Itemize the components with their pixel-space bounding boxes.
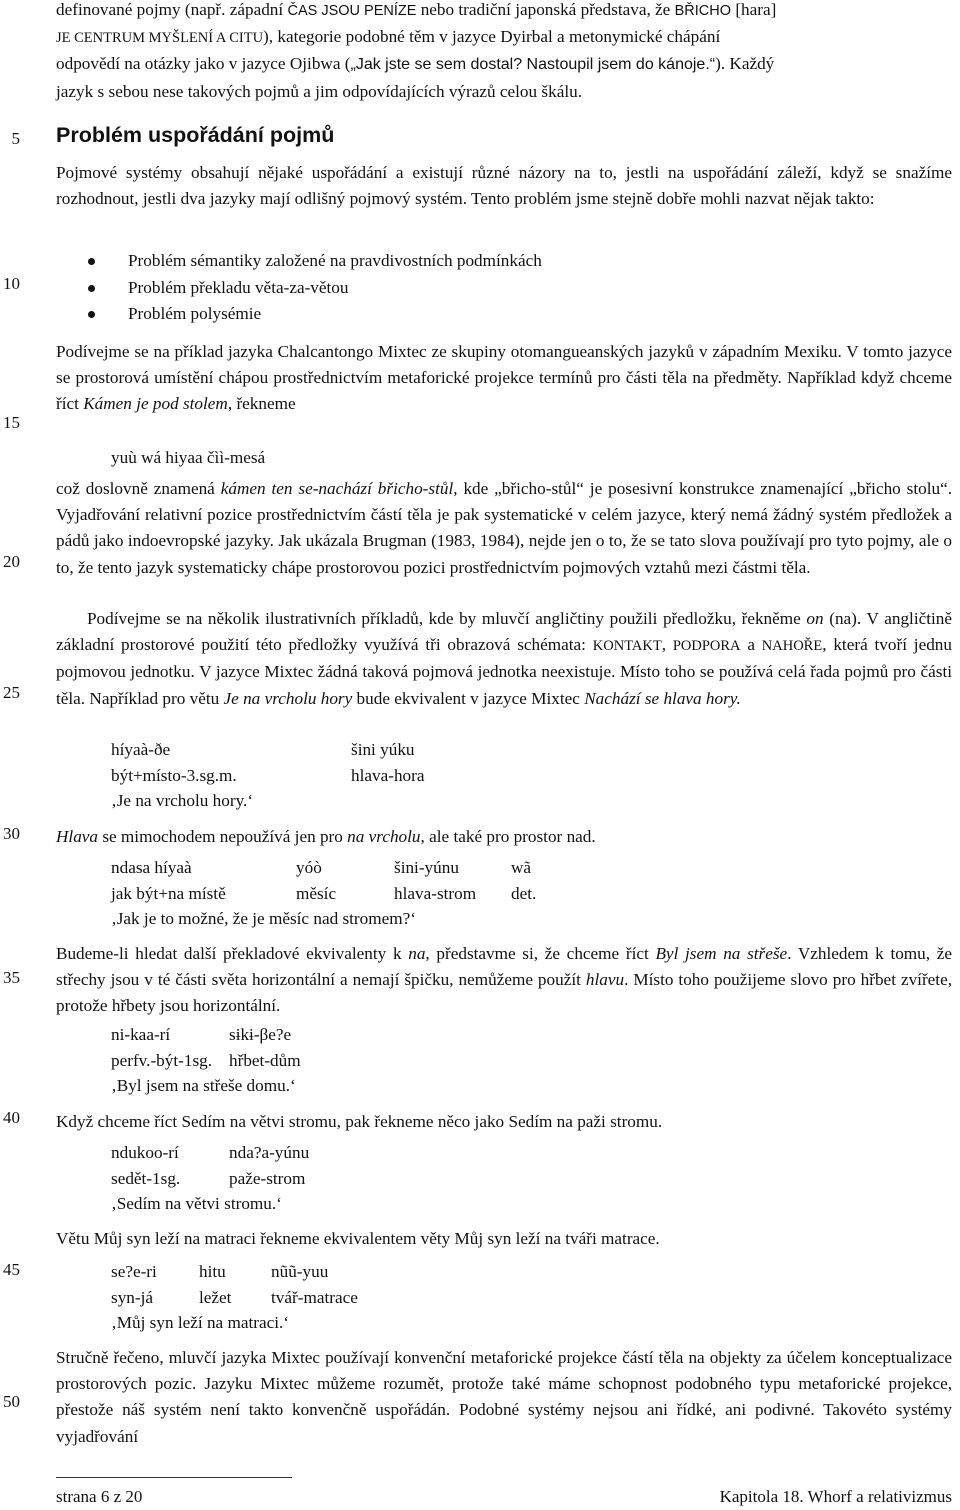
bullet-icon (88, 258, 95, 265)
example-italic: Hlava (56, 827, 99, 846)
gloss-word: jak být+na místě (111, 883, 226, 903)
ojibwa-quote: „Jak jste se sem dostal? Nastoupil jsem do kánoje.“ (350, 56, 716, 74)
paragraph-text: Podívejme se na příklad jazyka Chalcantongo Mixtec ze skupiny otomangueanských jazyků v západním Mexiku. V tomto jazyce se prostorová umístění chápou prostřednictvím metaforické projekce termínů pro části těla na předměty. Například když chceme říct (56, 342, 952, 414)
gloss-word: šini yúku (351, 740, 415, 759)
intro-text: ), kategorie podobné těm v jazyce Dyirbal a metonymické chápání (263, 27, 721, 47)
gloss-word: být+místo-3.sg.m. (111, 765, 237, 785)
line-number: 25 (3, 683, 20, 702)
gloss-word: nda?a-yúnu (229, 1143, 310, 1162)
example-italic: Byl jsem na střeše (655, 944, 788, 963)
paragraph (56, 476, 952, 581)
line-number: 40 (3, 1108, 20, 1127)
gloss-translation: ‚Sedím na větvi stromu.‘ (111, 1194, 282, 1213)
concept-small-caps: ČAS JSOU PENÍZE (287, 3, 417, 19)
concept-small-caps: BŘICHO (674, 3, 732, 19)
gloss-word: híyaà-ðe (111, 740, 171, 759)
gloss-word: hitu (199, 1262, 226, 1281)
schema-small-caps: KONTAKT (592, 638, 662, 655)
gloss-word: šini-yúnu (394, 858, 459, 877)
paragraph: Stručně řečeno, mluvčí jazyka Mixtec používají konvenční metaforické projekce částí těla na objekty za účelem konceptualizace prostorových pozic. Jazyku Mixtec můžeme rozumět, protože také máme schopnost podobného typu metaforické projekce, přestože náš systém není takto konvenčně uspořádán. Podobné systémy nejsou ani řídké, ani podivné. Takovéto systémy vyjadřování (56, 1348, 952, 1446)
gloss-word: se?e-ri (111, 1262, 157, 1281)
interlinear-gloss (111, 737, 424, 814)
chapter-title: Kapitola 18. Whorf a relativizmus (719, 1487, 952, 1506)
interlinear-gloss (111, 1022, 301, 1099)
interlinear-gloss (111, 1259, 358, 1336)
line-number: 50 (3, 1392, 20, 1411)
paragraph-text: , představme si, že chceme říct (425, 944, 656, 963)
paragraph-text: , (661, 635, 673, 655)
gloss-translation: ‚Můj syn leží na matraci.‘ (111, 1313, 290, 1332)
gloss-word: sedět-1sg. (111, 1168, 181, 1188)
footer-divider (56, 1477, 292, 1478)
example-sentence (111, 445, 265, 471)
paragraph: Když chceme říct Sedím na větvi stromu, pak řekneme něco jako Sedím na paži stromu. (56, 1112, 663, 1131)
gloss-word: perfv.-být-1sg. (111, 1050, 213, 1070)
bullet-list (88, 248, 542, 328)
paragraph (56, 941, 952, 1020)
intro-text: odpovědí na otázky jako v jazyce Ojibwa ( (56, 54, 351, 74)
paragraph (56, 339, 952, 418)
gloss-translation: ‚Byl jsem na střeše domu.‘ (111, 1076, 296, 1095)
line-number: 5 (11, 129, 20, 148)
bullet-icon (88, 285, 95, 292)
gloss-word: sɨkɨ-βe?e (229, 1025, 292, 1044)
paragraph-text: bude ekvivalent v jazyce Mixtec (352, 688, 585, 708)
gloss-word: wã (511, 858, 532, 877)
intro-text: jazyk s sebou nese takových pojmů a jim odpovídajících výrazů celou škálu. (56, 81, 582, 101)
example-italic: on (806, 609, 824, 628)
intro-text: ). Každý (715, 54, 775, 74)
gloss-word: det. (511, 883, 537, 903)
interlinear-gloss (111, 855, 536, 932)
list-item-text: Problém překladu věta-za-větou (128, 277, 349, 297)
line-number: 20 (3, 552, 20, 571)
intro-text: [hara] (731, 0, 777, 19)
gloss-word: ni-kaa-rí (111, 1025, 171, 1044)
gloss-word: hlava-strom (394, 883, 477, 903)
example-italic: Je na vrcholu hory (223, 688, 353, 708)
line-number: 30 (3, 824, 20, 843)
example-italic: kámen ten se-nachází břicho-stůl (220, 479, 454, 498)
example-italic: hlavu (585, 970, 625, 990)
gloss-word: nũũ-yuu (271, 1262, 329, 1281)
schema-small-caps: PODPORA (672, 638, 741, 655)
line-number: 35 (3, 968, 20, 987)
gloss-word: ndukoo-rí (111, 1143, 179, 1162)
paragraph-text: , kde „břicho-stůl“ je posesivní konstrukce znamenající „břicho stolu“. Vyjadřování relativní pozice prostřednictvím částí těla je pak systematické v celém jazyce, který nemá žádný systém předložek a pádů jako indoevropské jazyky. Jak ukázala Brugman (1983, 1984), nejde jen o to, že se tato slova používají pro tyto pojmy, ale o to, že tento jazyk systematicky chápe prostorovou pozici prostřednictvím pojmových vztahů mezi částmi těla. (56, 479, 953, 577)
example-italic: na vrcholu (347, 827, 421, 846)
example-italic: na (408, 944, 426, 963)
paragraph (56, 606, 952, 712)
paragraph: Větu Můj syn leží na matraci řekneme ekvivalentem věty Můj syn leží na tváři matrace. (56, 1229, 660, 1248)
gloss-word: hřbet-dům (229, 1050, 301, 1070)
section-heading: Problém uspořádání pojmů (56, 123, 335, 147)
paragraph-text: , řekneme (227, 394, 296, 414)
paragraph-text: (na). V angličtině základní prostorové použití této předložky využívá tři obrazová schémata: (56, 609, 952, 655)
gloss-translation: ‚Jak je to možné, že je měsíc nad stromem?‘ (111, 909, 416, 928)
gloss-word: tvář-matrace (271, 1287, 358, 1307)
example-italic: Nachází se hlava hory. (584, 688, 741, 708)
list-item-text: Problém polysémie (128, 304, 262, 323)
paragraph-text: a (740, 635, 762, 655)
page-number: strana 6 z 20 (56, 1487, 143, 1506)
gloss-line: yuù wá hiyaa čìì-mesá (111, 448, 266, 467)
gloss-translation: ‚Je na vrcholu hory.‘ (111, 791, 254, 810)
intro-text: nebo tradiční japonská představa, že (416, 0, 675, 19)
paragraph-text: , která tvoří jednu pojmovou jednotku. V jazyce Mixtec žádná taková pojmová jednotka neexistuje. Místo toho se používá celá řada pojmů pro části těla. Například pro větu (56, 635, 952, 708)
paragraph-text: což doslovně znamená (56, 479, 221, 498)
line-number: 10 (3, 274, 20, 293)
gloss-word: hlava-hora (351, 765, 425, 785)
gloss-word: paže-strom (229, 1168, 306, 1188)
list-item (88, 248, 542, 275)
paragraph: Pojmové systémy obsahují nějaké uspořádání a existují různé názory na to, jestli na uspořádání záleží, když se snažíme rozhodnout, jestli dva jazyky mají odlišný pojmový systém. Tento problém jsme stejně dobře mohli nazvat nějak takto: (56, 163, 952, 209)
paragraph (56, 824, 952, 850)
list-item (88, 275, 542, 302)
paragraph-text: , ale také pro prostor nad. (420, 827, 596, 846)
concept-small-caps: JE CENTRUM MYŠLENÍ A CITU (56, 30, 264, 47)
schema-small-caps: NAHOŘE (761, 638, 823, 655)
interlinear-gloss (111, 1140, 309, 1217)
line-number: 45 (3, 1260, 20, 1279)
gloss-word: měsíc (296, 883, 337, 903)
gloss-word: ležet (199, 1287, 232, 1307)
paragraph-text: Budeme-li hledat další překladové ekvivalenty k (56, 944, 409, 963)
gloss-word: yóò (296, 858, 322, 877)
bullet-icon (88, 311, 95, 318)
example-italic: Kámen je pod stolem (83, 394, 228, 414)
paragraph-text: se mimochodem nepoužívá jen pro (98, 827, 348, 846)
list-item (88, 301, 542, 328)
paragraph-text: . Vzhledem k tomu, že střechy jsou v té části světa horizontální a nemají špičku, nemůžeme použít (56, 944, 953, 990)
line-number: 15 (3, 413, 20, 432)
intro-paragraph (56, 0, 952, 105)
gloss-word: syn-já (111, 1287, 154, 1307)
paragraph-text: Podívejme se na několik ilustrativních příkladů, kde by mluvčí angličtiny použili předložku, řekněme (87, 609, 807, 628)
list-item-text: Problém sémantiky založené na pravdivostních podmínkách (128, 251, 542, 270)
paragraph-text: . Místo toho použijeme slovo pro hřbet zvířete, protože hřbety jsou horizontální. (56, 970, 952, 1016)
gloss-word: ndasa híyaà (111, 858, 192, 877)
intro-text: definované pojmy (např. západní (56, 0, 288, 19)
